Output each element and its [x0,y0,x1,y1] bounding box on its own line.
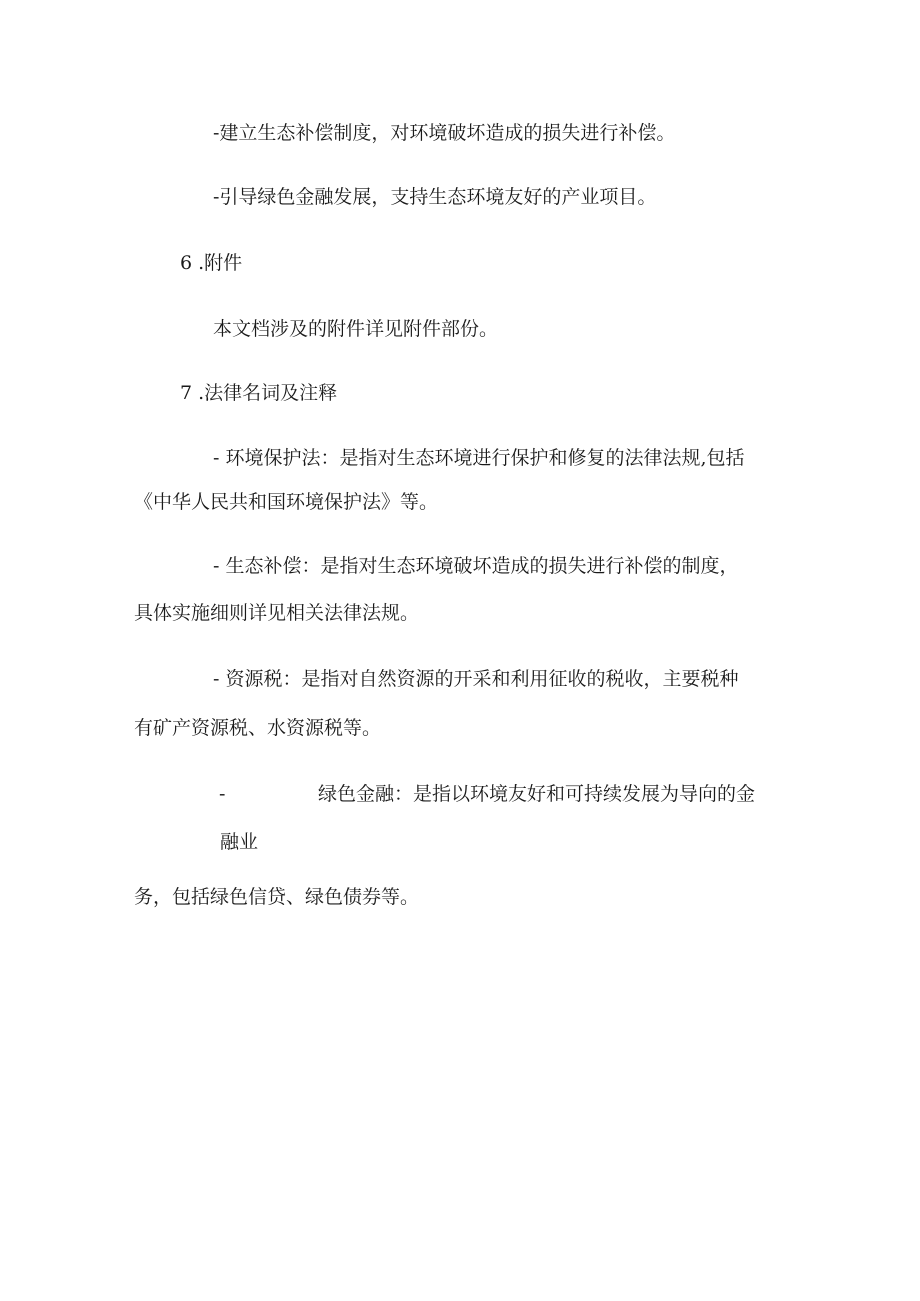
term-ecological-compensation-line1: - 生态补偿：是指对生态环境破坏造成的损失进行补偿的制度， [213,555,739,577]
term-green-finance-line2: 融业 [220,831,259,853]
term-resource-tax-line2: 有矿产资源税、水资源税等。 [134,717,382,739]
bullet-green-finance: -引导绿色金融发展，支持生态环境友好的产业项目。 [213,186,657,208]
section-6-body: 本文档涉及的附件详见附件部份。 [213,318,499,340]
term-green-finance-line1: 绿色金融：是指以环境友好和可持续发展为导向的金 [318,783,756,805]
bullet-ecological-compensation: -建立生态补偿制度，对环境破坏造成的损失进行补偿。 [213,122,676,144]
term-environmental-protection-law-line2: 《中华人民共和国环境保护法》等。 [134,491,439,513]
section-6-heading: 6 .附件 [180,252,243,274]
term-green-finance-line3: 务，包括绿色信贷、绿色债券等。 [134,886,420,908]
section-7-heading: 7 .法律名词及注释 [180,382,338,404]
term-ecological-compensation-line2: 具体实施细则详见相关法律法规。 [134,602,420,624]
term-resource-tax-line1: - 资源税：是指对自然资源的开采和利用征收的税收，主要税种 [213,668,739,690]
term-environmental-protection-law-line1: - 环境保护法：是指对生态环境进行保护和修复的法律法规,包括 [213,447,745,469]
term-green-finance-dash: - [219,783,226,805]
